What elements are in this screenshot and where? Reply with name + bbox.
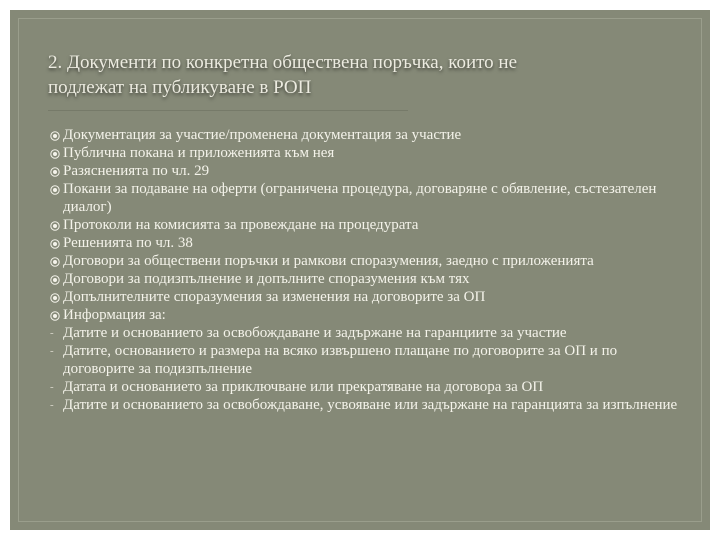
list-item-text: Датата и основанието за приключване или прекратяване на договора за ОП	[63, 379, 544, 395]
list-item-text: Покани за подаване на оферти (ограничена процедура, договаряне с обявление, състезателен диалог)	[63, 181, 657, 215]
slide-title	[48, 50, 668, 100]
slide-title-line-1: 2. Документи по конкретна обществена поръчка, които не	[48, 52, 518, 73]
list-item-text: Информация за:	[63, 307, 166, 323]
list-item	[50, 306, 690, 324]
list-item-text: Датите, основанието и размера на всяко извършено плащане по договорите за ОП и по договорите за подизпълнение	[63, 343, 618, 377]
bullet-list	[50, 126, 690, 414]
list-item	[50, 252, 690, 270]
list-item	[50, 144, 690, 162]
dash-bullet: -	[50, 399, 54, 411]
dash-bullet: -	[50, 327, 54, 339]
list-item-text: Договори за обществени поръчки и рамкови споразумения, заедно с приложенията	[63, 253, 594, 269]
list-item-text: Решенията по чл. 38	[63, 235, 193, 251]
list-item	[50, 324, 690, 342]
list-item-text: Протоколи на комисията за провеждане на процедурата	[63, 217, 419, 233]
list-item	[50, 378, 690, 396]
list-item-text: Допълнителните споразумения за изменения на договорите за ОП	[63, 289, 486, 305]
list-item	[50, 342, 690, 378]
title-divider	[48, 110, 408, 111]
list-item	[50, 216, 690, 234]
list-item-text: Разясненията по чл. 29	[63, 163, 210, 179]
dash-bullet: -	[50, 345, 54, 357]
list-item-text: Документация за участие/променена документация за участие	[63, 127, 462, 143]
list-item-text: Датите и основанието за освобождаване, усвояване или задържане на гаранцията за изпълнение	[63, 397, 678, 413]
list-item	[50, 126, 690, 144]
list-item-text: Публична покана и приложенията към нея	[63, 145, 335, 161]
list-item-text: Датите и основанието за освобождаване и задържане на гаранциите за участие	[63, 325, 567, 341]
list-item	[50, 396, 690, 414]
dash-bullet: -	[50, 381, 54, 393]
list-item-text: Договори за подизпълнение и допълните споразумения към тях	[63, 271, 470, 287]
list-item	[50, 288, 690, 306]
slide-title-line-2: подлежат на публикуване в РОП	[48, 77, 312, 98]
list-item	[50, 162, 690, 180]
list-item	[50, 180, 690, 216]
list-item	[50, 270, 690, 288]
list-item	[50, 234, 690, 252]
slide	[10, 10, 710, 530]
